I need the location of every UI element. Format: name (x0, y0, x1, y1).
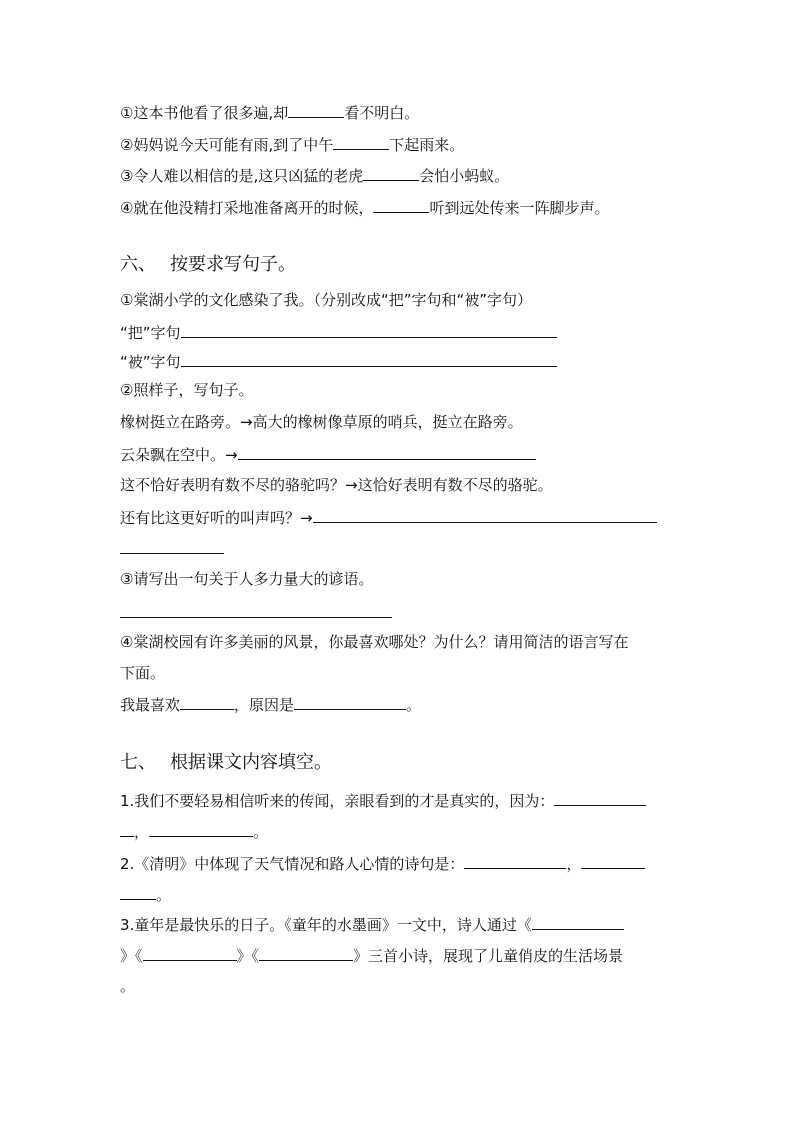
s7-q3-end: 。 (120, 977, 136, 995)
s7-q2-cont: 。 (120, 884, 171, 905)
answer-line[interactable] (313, 507, 657, 523)
blank[interactable] (373, 197, 429, 213)
s6-example1: 橡树挺立在路旁。→高大的橡树像草原的哨兵，挺立在路旁。 (120, 413, 523, 431)
s6-example2: 这不恰好表明有数不尽的骆驼吗？→这恰好表明有数不尽的骆驼。 (120, 476, 553, 494)
blank[interactable] (532, 914, 624, 930)
s6-q4-line1: ④棠湖校园有许多美丽的风景，你最喜欢哪处？为什么？请用简洁的语言写在 (120, 633, 629, 651)
answer-line[interactable] (181, 351, 557, 367)
s6-task1: 云朵飘在空中。→ (120, 444, 536, 465)
blank[interactable] (259, 945, 353, 961)
blank[interactable] (554, 790, 646, 806)
blank[interactable] (143, 945, 237, 961)
s6-q1: ①棠湖小学的文化感染了我。（分别改成“把”字句和“被”字句） (120, 291, 533, 309)
blank[interactable] (149, 821, 253, 837)
blank[interactable] (120, 821, 134, 837)
blank[interactable] (120, 884, 156, 900)
s6-task2: 还有比这更好听的叫声吗？→ (120, 507, 657, 528)
section7-heading: 七、 根据课文内容填空。 (120, 752, 332, 773)
s5-q2: ②妈妈说今天可能有雨,到了中午 下起雨来。 (120, 136, 465, 154)
s5-q4: ④就在他没精打采地准备离开的时候， 听到远处传来一阵脚步声。 (120, 199, 610, 217)
blank[interactable] (464, 853, 566, 869)
s6-ba: “把”字句 (120, 322, 557, 343)
blank[interactable] (294, 694, 406, 710)
blank[interactable] (288, 102, 344, 118)
answer-line[interactable] (120, 617, 392, 618)
answer-line[interactable] (238, 444, 536, 460)
answer-line[interactable] (181, 322, 557, 338)
s7-q1: 1.我们不要轻易相信听来的传闻，亲眼看到的才是真实的，因为： (120, 790, 646, 811)
section6-heading: 六、 按要求写句子。 (120, 254, 296, 275)
s6-favorite: 我最喜欢 ，原因是 。 (120, 696, 422, 714)
blank[interactable] (581, 853, 645, 869)
s6-q4-line2: 下面。 (120, 664, 166, 682)
s5-q1: ①这本书他看了很多遍,却 看不明白。 (120, 104, 420, 122)
s7-q2: 2.《清明》中体现了天气情况和路人心情的诗句是： ， (120, 853, 645, 874)
s7-q3: 3.童年是最快乐的日子。《童年的水墨画》一文中，诗人通过《 (120, 914, 624, 935)
s7-q1-cont: ， 。 (120, 821, 268, 842)
s6-q2: ②照样子，写句子。 (120, 381, 254, 399)
s6-bei: “被”字句 (120, 351, 557, 372)
s7-q3-cont: 》《 》《 》三首小诗，展现了儿童俏皮的生活场景 (120, 947, 624, 965)
blank[interactable] (333, 134, 389, 150)
blank[interactable] (363, 165, 419, 181)
s6-q3: ③请写出一句关于人多力量大的谚语。 (120, 570, 374, 588)
blank[interactable] (180, 694, 234, 710)
s5-q3: ③令人难以相信的是,这只凶猛的老虎 会怕小蚂蚁。 (120, 167, 510, 185)
answer-line-continued[interactable] (120, 553, 224, 554)
